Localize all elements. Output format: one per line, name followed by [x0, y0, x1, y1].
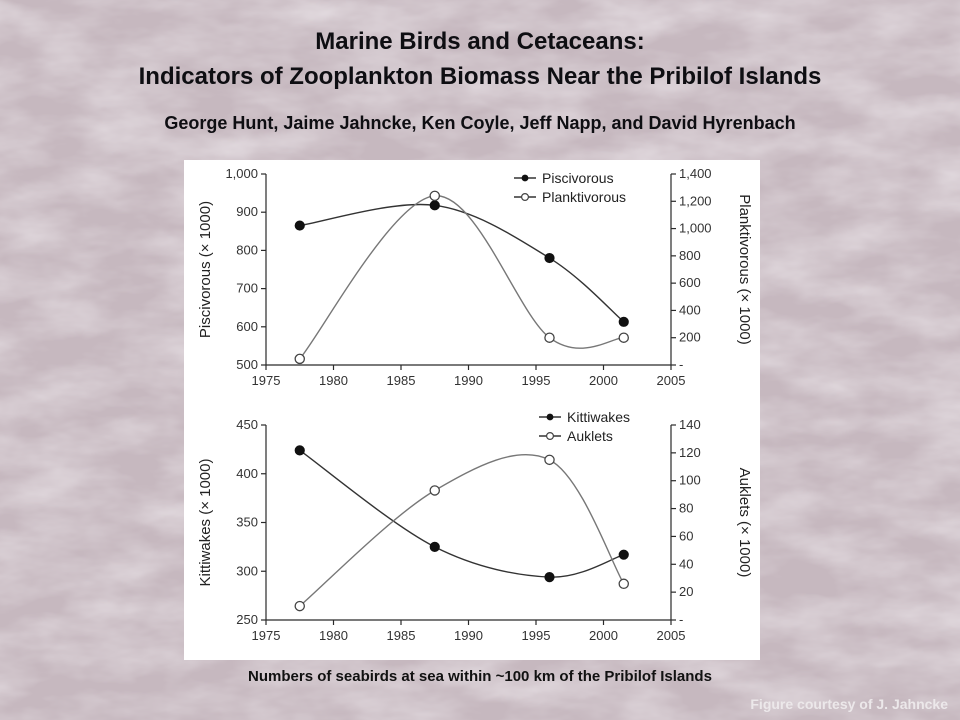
y-tick-label-left: 1,000 — [225, 166, 258, 181]
y-tick-label-left: 300 — [236, 563, 258, 579]
y-tick-label-right: 100 — [679, 472, 701, 488]
legend-label-kittiwakes: Kittiwakes — [567, 409, 631, 425]
y-tick-label-right: 40 — [679, 556, 694, 572]
authors: George Hunt, Jaime Jahncke, Ken Coyle, Jeff Napp, and David Hyrenbach — [164, 113, 796, 133]
legend-label-auklets: Auklets — [567, 428, 613, 444]
y-axis-label-left: Piscivorous (× 1000) — [197, 200, 214, 339]
y-tick-label-left: 350 — [236, 514, 258, 530]
point-planktivorous — [545, 333, 554, 342]
y-axis-label-right: Planktivorous (× 1000) — [736, 194, 753, 345]
x-tick-label: 1990 — [454, 373, 483, 388]
legend-label-piscivorous: Piscivorous — [542, 170, 614, 186]
y-tick-label-right: - — [679, 612, 684, 627]
y-tick-label-left: 800 — [236, 242, 258, 258]
title-line-1: Marine Birds and Cetaceans: — [315, 28, 645, 55]
y-tick-label-left: 450 — [236, 417, 258, 432]
y-tick-label-right: 400 — [679, 302, 701, 318]
y-tick-label-left: 500 — [236, 357, 258, 372]
y-tick-label-right: 20 — [679, 584, 694, 600]
y-tick-label-right: 800 — [679, 247, 701, 263]
figure-panel — [184, 160, 760, 660]
point-auklets — [295, 601, 304, 610]
point-planktivorous — [430, 191, 439, 200]
legend-marker-kittiwakes — [547, 414, 554, 421]
x-tick-label: 1990 — [454, 628, 483, 643]
x-tick-label: 1985 — [386, 373, 416, 388]
point-piscivorous — [295, 221, 304, 230]
x-tick-label: 2000 — [589, 373, 618, 388]
x-tick-label: 2005 — [656, 373, 686, 388]
legend-label-planktivorous: Planktivorous — [542, 189, 627, 205]
x-tick-label: 1975 — [251, 373, 281, 388]
point-piscivorous — [619, 317, 628, 326]
point-kittiwakes — [430, 542, 439, 551]
point-piscivorous — [430, 201, 439, 210]
point-kittiwakes — [619, 550, 628, 559]
y-tick-label-right: 120 — [679, 444, 701, 460]
y-tick-label-right: 1,200 — [679, 193, 712, 209]
series-line-kittiwakes — [300, 450, 624, 577]
point-auklets — [619, 579, 628, 588]
y-tick-label-left: 600 — [236, 318, 258, 334]
x-tick-label: 1980 — [319, 628, 348, 643]
legend-marker-auklets — [547, 433, 554, 440]
y-tick-label-right: 1,000 — [679, 220, 712, 236]
y-tick-label-right: 600 — [679, 275, 701, 291]
y-tick-label-right: 80 — [679, 500, 694, 516]
point-planktivorous — [295, 354, 304, 363]
x-tick-label: 2005 — [656, 628, 686, 643]
legend-marker-planktivorous — [522, 194, 529, 201]
y-tick-label-right: 60 — [679, 528, 694, 544]
x-tick-label: 2000 — [589, 628, 618, 643]
y-tick-label-left: 400 — [236, 465, 258, 481]
x-tick-label: 1995 — [521, 628, 551, 643]
y-tick-label-right: - — [679, 357, 684, 372]
series-line-auklets — [300, 455, 624, 606]
y-tick-label-right: 140 — [679, 417, 701, 432]
y-tick-label-left: 250 — [236, 612, 258, 627]
title-line-2: Indicators of Zooplankton Biomass Near the Pribilof Islands — [138, 63, 822, 90]
point-kittiwakes — [545, 573, 554, 582]
point-auklets — [430, 486, 439, 495]
y-tick-label-left: 700 — [236, 280, 258, 296]
y-tick-label-right: 200 — [679, 329, 701, 345]
figure-credit: Figure courtesy of J. Jahncke — [750, 696, 948, 712]
x-tick-label: 1980 — [319, 373, 348, 388]
point-auklets — [545, 455, 554, 464]
point-piscivorous — [545, 253, 554, 262]
series-line-piscivorous — [300, 204, 624, 321]
point-planktivorous — [619, 333, 628, 342]
y-axis-label-left: Kittiwakes (× 1000) — [197, 458, 214, 587]
x-tick-label: 1975 — [251, 628, 281, 643]
x-tick-label: 1985 — [386, 628, 416, 643]
y-axis-label-right: Auklets (× 1000) — [736, 467, 753, 578]
seabird-charts — [184, 160, 760, 660]
y-tick-label-left: 900 — [236, 204, 258, 220]
x-tick-label: 1995 — [521, 373, 551, 388]
legend-marker-piscivorous — [522, 175, 529, 182]
point-kittiwakes — [295, 446, 304, 455]
figure-caption: Numbers of seabirds at sea within ~100 km of the Pribilof Islands — [248, 668, 712, 685]
y-tick-label-right: 1,400 — [679, 166, 712, 181]
